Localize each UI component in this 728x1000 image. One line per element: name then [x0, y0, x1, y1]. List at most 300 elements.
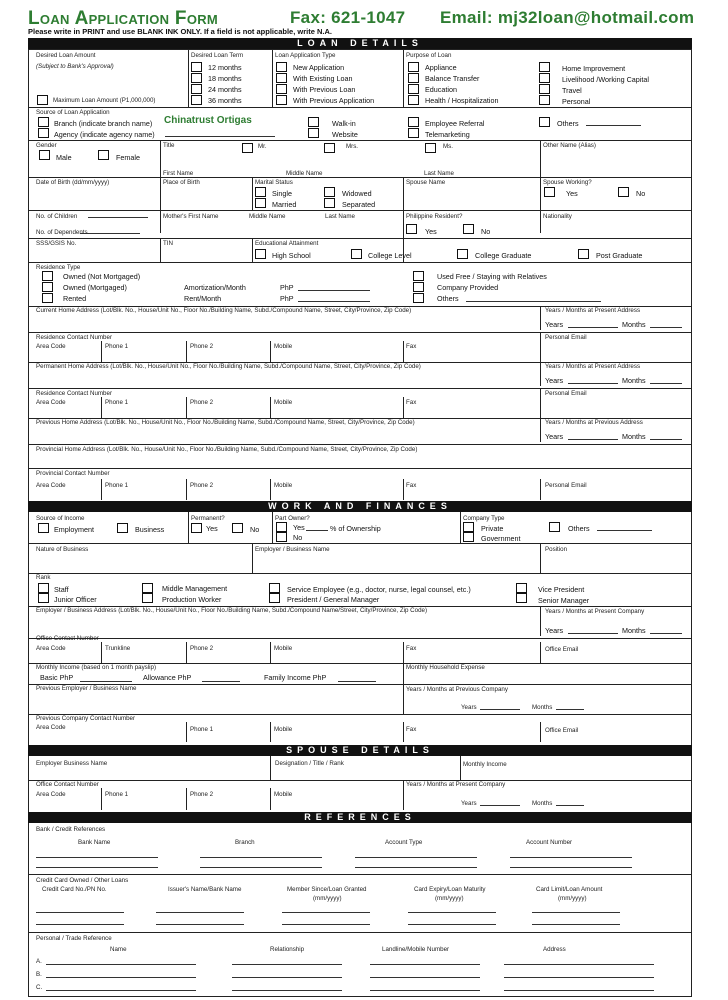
agency-label: Agency (indicate agency name)	[54, 130, 155, 139]
cc-input[interactable]	[282, 924, 370, 925]
app-existing-label: With Existing Loan	[293, 74, 353, 83]
purpose-personal-checkbox[interactable]	[539, 95, 550, 105]
referral-checkbox[interactable]	[408, 117, 419, 127]
app-prevloan-checkbox[interactable]	[276, 84, 287, 94]
amort-input[interactable]	[298, 290, 370, 291]
nature-label: Nature of Business	[36, 546, 89, 553]
mr-label: Mr.	[258, 143, 267, 150]
fax-label: Fax	[406, 399, 417, 406]
divider	[460, 512, 461, 543]
cc-input[interactable]	[36, 912, 124, 913]
vp-checkbox[interactable]	[516, 583, 527, 593]
purpose-travel-checkbox[interactable]	[539, 84, 550, 94]
area-code-label: Area Code	[36, 724, 66, 731]
email-address: Email: mj32loan@hotmail.com	[440, 8, 695, 27]
months-label: Months	[622, 376, 646, 385]
ref-input[interactable]	[46, 990, 196, 991]
source-others-checkbox[interactable]	[539, 117, 550, 127]
personal-email-label: Personal Email	[545, 390, 587, 397]
bank-refs-label: Bank / Credit References	[36, 826, 106, 833]
widowed-label: Widowed	[342, 189, 372, 198]
mr-checkbox[interactable]	[242, 143, 253, 153]
single-checkbox[interactable]	[255, 187, 266, 197]
widowed-checkbox[interactable]	[324, 187, 335, 197]
cc-input[interactable]	[532, 912, 620, 913]
rent-label: Rent/Month	[184, 294, 222, 303]
divider	[403, 397, 404, 418]
bank-input[interactable]	[200, 857, 322, 858]
company-type-label: Company Type	[463, 515, 505, 522]
instructions: Please write in PRINT and use BLANK INK ONLY. If a field is not applicable, write N.A.	[28, 27, 332, 36]
family-income-label: Family Income PhP	[264, 673, 327, 682]
household-label: Monthly Household Expense	[406, 664, 485, 671]
bank-input[interactable]	[36, 867, 158, 868]
first-name-label: First Name	[163, 170, 194, 177]
app-type-label: Loan Application Type	[275, 52, 336, 59]
tin-label: TIN	[163, 240, 173, 247]
resident-no-label: No	[481, 227, 491, 236]
used-free-checkbox[interactable]	[413, 271, 424, 281]
divider	[270, 788, 271, 810]
years-label: Years	[461, 800, 477, 807]
college-grad-checkbox[interactable]	[457, 249, 468, 259]
bank-input[interactable]	[510, 867, 632, 868]
owned-nm-checkbox[interactable]	[42, 271, 53, 281]
office-email-label: Office Email	[545, 727, 579, 734]
college-level-checkbox[interactable]	[351, 249, 362, 259]
junior-checkbox[interactable]	[38, 593, 49, 603]
branch-label: Branch (indicate branch name)	[54, 119, 153, 128]
cc-input[interactable]	[408, 924, 496, 925]
prev-employer-label: Previous Employer / Business Name	[36, 685, 137, 692]
ref-input[interactable]	[46, 964, 196, 965]
max-amount-label: Maximum Loan Amount (P1,000,000)	[53, 97, 156, 104]
mobile-label: Mobile	[274, 343, 293, 350]
divider	[403, 49, 404, 107]
years-input[interactable]	[480, 709, 520, 710]
divider	[101, 341, 102, 362]
ref-input[interactable]	[504, 964, 654, 965]
ref-input[interactable]	[370, 977, 480, 978]
term-18-checkbox[interactable]	[191, 73, 202, 83]
private-label: Private	[481, 524, 504, 533]
years-label: Years	[545, 376, 564, 385]
staff-checkbox[interactable]	[38, 583, 49, 593]
bank-input[interactable]	[200, 867, 322, 868]
years-previous-label: Years / Months at Previous Address	[545, 419, 643, 426]
subject-note: (Subject to Bank's Approval)	[36, 63, 114, 70]
mrs-checkbox[interactable]	[324, 143, 335, 153]
position-label: Position	[545, 546, 568, 553]
ref-input[interactable]	[504, 977, 654, 978]
divider	[101, 642, 102, 663]
rank-label: Rank	[36, 574, 51, 581]
max-amount-checkbox[interactable]	[37, 95, 48, 105]
resident-yes-checkbox[interactable]	[406, 224, 417, 234]
company-provided-checkbox[interactable]	[413, 282, 424, 292]
personal-email-label: Personal Email	[545, 334, 587, 341]
app-prevapp-checkbox[interactable]	[276, 95, 287, 105]
monthly-income-label: Monthly Income (based on 1 month payslip)	[36, 664, 157, 671]
section-loan-details: LOAN DETAILS	[28, 38, 692, 49]
term-label: Desired Loan Term	[191, 52, 244, 59]
permanent-yes-label: Yes	[206, 524, 218, 533]
row-line	[28, 238, 692, 239]
row-line	[28, 638, 692, 639]
divider	[540, 177, 541, 233]
months-input[interactable]	[650, 439, 682, 440]
dependents-label: No. of Dependents	[36, 229, 88, 236]
years-label: Years	[461, 704, 477, 711]
months-input[interactable]	[556, 709, 584, 710]
ref-b-label: B.	[36, 971, 42, 978]
spouse-working-no-label: No	[636, 189, 646, 198]
years-input[interactable]	[480, 805, 520, 806]
rent-php-label: PhP	[280, 294, 294, 303]
months-label: Months	[622, 320, 646, 329]
president-label: President / General Manager	[287, 595, 380, 604]
allowance-input[interactable]	[202, 681, 240, 682]
row-line	[28, 210, 692, 211]
bank-input[interactable]	[355, 867, 477, 868]
junior-label: Junior Officer	[54, 595, 97, 604]
spouse-office-contact-label: Office Contact Number	[36, 781, 99, 788]
divider	[186, 341, 187, 362]
sss-label: SSS/GSIS No.	[36, 240, 77, 247]
cc-input[interactable]	[408, 912, 496, 913]
app-new-label: New Application	[293, 63, 345, 72]
divider	[403, 722, 404, 742]
service-checkbox[interactable]	[269, 583, 280, 593]
ref-input[interactable]	[232, 990, 342, 991]
spouse-working-yes-checkbox[interactable]	[544, 187, 555, 197]
ref-input[interactable]	[504, 990, 654, 991]
months-input[interactable]	[556, 805, 584, 806]
years-label: Years	[545, 626, 564, 635]
divider	[540, 479, 541, 500]
family-income-input[interactable]	[338, 681, 376, 682]
ref-input[interactable]	[232, 964, 342, 965]
cc-owned-label: Credit Card Owned / Other Loans	[36, 877, 129, 884]
agency-input[interactable]	[165, 136, 275, 137]
mmyyyy-label: (mm/yyyy)	[435, 895, 464, 902]
row-line	[28, 780, 692, 781]
phone2-label: Phone 2	[190, 399, 214, 406]
female-checkbox[interactable]	[98, 150, 109, 160]
part-owner-yes-label: Yes	[293, 523, 305, 532]
area-code-label: Area Code	[36, 645, 66, 652]
divider	[540, 140, 541, 177]
ms-checkbox[interactable]	[425, 143, 436, 153]
ownership-input[interactable]	[306, 530, 328, 531]
divider	[101, 479, 102, 500]
divider	[188, 49, 189, 107]
purpose-home-checkbox[interactable]	[539, 62, 550, 72]
years-present-label: Years / Months at Present Address	[545, 363, 641, 370]
divider	[403, 479, 404, 500]
mother-last-label: Last Name	[325, 213, 355, 220]
account-type-label: Account Type	[385, 839, 423, 846]
years-label: Years	[545, 320, 564, 329]
divider	[186, 642, 187, 663]
high-school-checkbox[interactable]	[255, 249, 266, 259]
ref-c-label: C.	[36, 984, 43, 991]
post-grad-checkbox[interactable]	[578, 249, 589, 259]
permanent-no-label: No	[250, 525, 260, 534]
years-input[interactable]	[568, 633, 618, 634]
term-18-label: 18 months	[208, 74, 242, 83]
divider	[460, 756, 461, 780]
part-owner-no-label: No	[293, 533, 303, 542]
permanent-no-checkbox[interactable]	[232, 523, 243, 533]
ownership-label: % of Ownership	[330, 524, 381, 533]
fax-number: Fax: 621-1047	[290, 8, 406, 27]
months-label: Months	[532, 704, 553, 711]
office-email-label: Office Email	[545, 646, 579, 653]
branch-checkbox[interactable]	[38, 117, 49, 127]
res-type-label: Residence Type	[36, 264, 81, 271]
walkin-checkbox[interactable]	[308, 117, 319, 127]
desired-amount-label: Desired Loan Amount	[36, 52, 96, 59]
years-label: Years	[545, 432, 564, 441]
mother-name-label: Mother's First Name	[163, 213, 219, 220]
divider	[270, 722, 271, 742]
employment-checkbox[interactable]	[38, 523, 49, 533]
gender-label: Gender	[36, 142, 57, 149]
source-others-label: Others	[557, 119, 579, 128]
source-label: Source of Loan Application	[36, 109, 110, 116]
married-checkbox[interactable]	[255, 198, 266, 208]
cc-input[interactable]	[36, 924, 124, 925]
months-input[interactable]	[650, 383, 682, 384]
high-school-label: High School	[272, 251, 311, 260]
bank-input[interactable]	[510, 857, 632, 858]
divider	[540, 362, 541, 386]
term-24-checkbox[interactable]	[191, 84, 202, 94]
purpose-health-checkbox[interactable]	[408, 95, 419, 105]
cc-input[interactable]	[156, 924, 244, 925]
purpose-appliance-label: Appliance	[425, 63, 457, 72]
walkin-label: Walk-in	[332, 119, 356, 128]
row-line	[28, 388, 692, 389]
male-checkbox[interactable]	[39, 150, 50, 160]
spouse-working-label: Spouse Working?	[543, 179, 592, 186]
telemarketing-checkbox[interactable]	[408, 128, 419, 138]
source-others-input[interactable]	[586, 125, 641, 126]
divider	[101, 788, 102, 810]
permanent-yes-checkbox[interactable]	[191, 523, 202, 533]
website-checkbox[interactable]	[308, 128, 319, 138]
divider	[160, 177, 161, 233]
mother-middle-label: Middle Name	[249, 213, 286, 220]
emp-address-label: Employer / Business Address (Lot/Blk. No., House/Unit No., Floor No./Building Name, Subd./Compound Name/Street, City/Province, Zip Code)	[36, 607, 428, 614]
divider	[186, 479, 187, 500]
purpose-appliance-checkbox[interactable]	[408, 62, 419, 72]
purpose-balance-checkbox[interactable]	[408, 73, 419, 83]
relationship-label: Relationship	[270, 946, 305, 953]
row-line	[28, 177, 692, 178]
separated-label: Separated	[342, 200, 376, 209]
row-line	[28, 107, 692, 108]
years-input[interactable]	[568, 327, 618, 328]
marital-label: Marital Status	[255, 179, 293, 186]
res-others-input[interactable]	[466, 301, 601, 302]
divider	[186, 722, 187, 742]
cc-input[interactable]	[532, 924, 620, 925]
phone1-label: Phone 1	[190, 726, 214, 733]
bank-input[interactable]	[355, 857, 477, 858]
rented-label: Rented	[63, 294, 87, 303]
spouse-years-company-label: Years / Months at Present Company	[406, 781, 506, 788]
permanent-address-label: Permanent Home Address (Lot/Blk. No., House/Unit No., Floor No./Building Name, Subd./Compound Name, Street, City/Province, Zip Code)	[36, 363, 421, 370]
prev-contact-label: Previous Company Contact Number	[36, 715, 136, 722]
app-new-checkbox[interactable]	[276, 62, 287, 72]
divider	[270, 479, 271, 500]
spouse-working-yes-label: Yes	[566, 189, 578, 198]
part-owner-no-checkbox[interactable]	[276, 532, 287, 542]
divider	[270, 397, 271, 418]
resident-yes-label: Yes	[425, 227, 437, 236]
divider	[403, 780, 404, 810]
spouse-working-no-checkbox[interactable]	[618, 187, 629, 197]
fax-label: Fax	[406, 726, 417, 733]
term-24-label: 24 months	[208, 85, 242, 94]
rent-input[interactable]	[298, 301, 370, 302]
mmyyyy-label: (mm/yyyy)	[558, 895, 587, 902]
years-input[interactable]	[568, 383, 618, 384]
senior-checkbox[interactable]	[516, 593, 527, 603]
phone1-label: Phone 1	[105, 343, 129, 350]
provincial-address-label: Provincial Home Address (Lot/Blk. No., House/Unit No., Floor No./Building Name, Subd./Compound Name, Street, City/Province, Zip Code)	[36, 446, 418, 453]
mobile-label: Mobile	[274, 645, 293, 652]
ref-input[interactable]	[46, 977, 196, 978]
children-label: No. of Children	[36, 213, 78, 220]
dependents-input[interactable]	[80, 233, 140, 234]
prov-contact-label: Provincial Contact Number	[36, 470, 110, 477]
president-checkbox[interactable]	[269, 593, 280, 603]
dob-label: Date of Birth (dd/mm/yyyy)	[36, 179, 110, 186]
purpose-education-checkbox[interactable]	[408, 84, 419, 94]
part-owner-yes-checkbox[interactable]	[276, 522, 287, 532]
ref-input[interactable]	[232, 977, 342, 978]
term-12-label: 12 months	[208, 63, 242, 72]
row-line	[28, 444, 692, 445]
app-existing-checkbox[interactable]	[276, 73, 287, 83]
owned-m-checkbox[interactable]	[42, 282, 53, 292]
divider	[270, 341, 271, 362]
row-line	[28, 874, 692, 875]
ref-input[interactable]	[370, 964, 480, 965]
row-line	[28, 332, 692, 333]
company-others-input[interactable]	[597, 530, 652, 531]
resident-no-checkbox[interactable]	[463, 224, 474, 234]
children-input[interactable]	[88, 217, 148, 218]
pob-label: Place of Birth	[163, 179, 200, 186]
months-input[interactable]	[650, 327, 682, 328]
government-label: Government	[481, 534, 521, 543]
spouse-name-label: Spouse Name	[406, 179, 446, 186]
business-checkbox[interactable]	[117, 523, 128, 533]
female-label: Female	[116, 153, 140, 162]
company-others-checkbox[interactable]	[549, 522, 560, 532]
divider	[186, 397, 187, 418]
amort-label: Amortization/Month	[184, 283, 246, 292]
years-prev-company-label: Years / Months at Previous Company	[406, 686, 508, 693]
divider	[540, 722, 541, 742]
company-provided-label: Company Provided	[437, 283, 499, 292]
middle-checkbox[interactable]	[142, 583, 153, 593]
phone2-label: Phone 2	[190, 343, 214, 350]
divider	[403, 642, 404, 663]
section-references: REFERENCES	[28, 812, 692, 823]
phone1-label: Phone 1	[105, 791, 129, 798]
divider	[540, 388, 541, 418]
years-company-label: Years / Months at Present Company	[545, 608, 645, 615]
divider	[270, 756, 271, 780]
divider	[540, 418, 541, 442]
ref-input[interactable]	[370, 990, 480, 991]
years-input[interactable]	[568, 439, 618, 440]
business-label: Business	[135, 525, 165, 534]
basic-input[interactable]	[80, 681, 132, 682]
purpose-livelihood-checkbox[interactable]	[539, 73, 550, 83]
resident-label: Philippine Resident?	[406, 213, 463, 220]
cc-no-label: Credit Card No./PN No.	[42, 886, 107, 893]
res-others-checkbox[interactable]	[413, 293, 424, 303]
months-input[interactable]	[650, 633, 682, 634]
cc-input[interactable]	[156, 912, 244, 913]
telemarketing-label: Telemarketing	[425, 130, 470, 139]
mmyyyy-label: (mm/yyyy)	[313, 895, 342, 902]
production-checkbox[interactable]	[142, 593, 153, 603]
trunkline-label: Trunkline	[105, 645, 131, 652]
vp-label: Vice President	[538, 585, 585, 594]
divider	[101, 397, 102, 418]
divider	[540, 642, 541, 663]
single-label: Single	[272, 189, 292, 198]
fax-label: Fax	[406, 343, 417, 350]
term-12-checkbox[interactable]	[191, 62, 202, 72]
spouse-income-label: Monthly Income	[463, 761, 507, 768]
employer-label: Employer / Business Name	[255, 546, 330, 553]
college-level-label: College Level	[368, 251, 412, 260]
ref-name-label: Name	[110, 946, 127, 953]
term-36-label: 36 months	[208, 96, 242, 105]
previous-address-label: Previous Home Address (Lot/Blk. No., House/Unit No., Floor No./Building Name, Subd./Compound Name, Street, City/Province, Zip Code)	[36, 419, 415, 426]
nationality-label: Nationality	[543, 213, 572, 220]
website-label: Website	[332, 130, 358, 139]
separated-checkbox[interactable]	[324, 198, 335, 208]
part-owner-label: Part Owner?	[275, 515, 310, 522]
used-free-label: Used Free / Staying with Relatives	[437, 272, 547, 281]
personal-email-label: Personal Email	[545, 482, 587, 489]
cc-input[interactable]	[282, 912, 370, 913]
account-number-label: Account Number	[526, 839, 573, 846]
married-label: Married	[272, 200, 297, 209]
government-checkbox[interactable]	[463, 532, 474, 542]
app-prevapp-label: With Previous Application	[293, 96, 375, 105]
branch-value[interactable]: Chinatrust Ortigas	[164, 115, 252, 126]
rented-checkbox[interactable]	[42, 293, 53, 303]
divider	[188, 512, 189, 543]
limit-label: Card Limit/Loan Amount	[536, 886, 603, 893]
divider	[403, 663, 404, 684]
term-36-checkbox[interactable]	[191, 95, 202, 105]
private-checkbox[interactable]	[463, 522, 474, 532]
bank-input[interactable]	[36, 857, 158, 858]
months-label: Months	[622, 432, 646, 441]
agency-checkbox[interactable]	[38, 128, 49, 138]
